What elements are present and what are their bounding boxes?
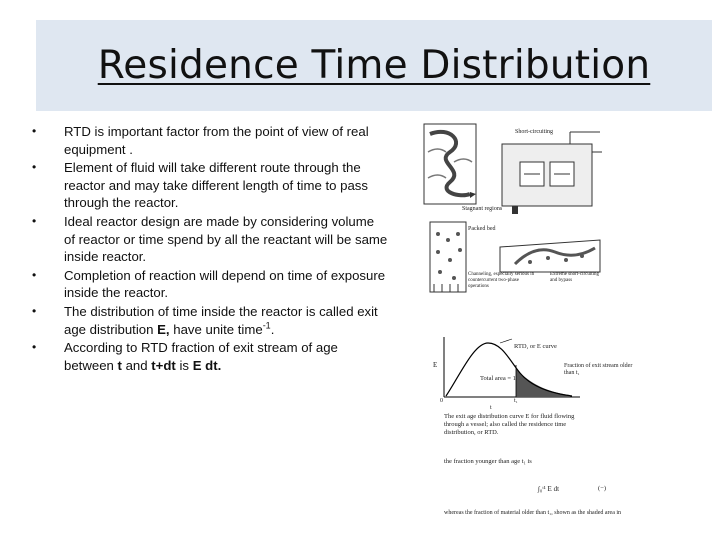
- total-area-label: Total area = 1: [480, 375, 516, 382]
- bullet-bold: E,: [157, 321, 170, 337]
- label-stagnant-regions: Stagnant regions: [462, 206, 503, 212]
- bullet-text-part: According to RTD fraction of exit stream of age between: [64, 340, 338, 373]
- x-zero-label: 0: [440, 398, 443, 404]
- label-packed-bed: Packed bed: [468, 226, 496, 232]
- bullet-marker: •: [32, 160, 37, 175]
- integral-expression: ∫₀ᵗ¹ E dt: [538, 485, 560, 493]
- bullet-marker: •: [32, 213, 37, 228]
- y-axis-label: E: [433, 361, 438, 369]
- bullet-list: [28, 123, 388, 375]
- fraction-older-text: whereas the fraction of material older than t₁, shown as the shaded area in: [444, 510, 622, 516]
- bullet-marker: •: [32, 303, 37, 318]
- x-t1-label: t₁: [514, 398, 518, 404]
- title-band: [36, 20, 712, 111]
- bullet-item: [28, 123, 388, 158]
- bullet-text-part: have unite time: [169, 321, 263, 337]
- label-short-circuiting: Short-circuiting: [515, 129, 553, 135]
- bullet-marker: •: [32, 340, 37, 355]
- slide-title: Residence Time Distribution: [97, 43, 651, 88]
- bullet-bold: t+dt: [151, 357, 176, 373]
- x-axis-label: t: [490, 405, 492, 411]
- e-curve-line: [446, 343, 572, 396]
- bullet-text: Completion of reaction will depend on time of exposure inside the reactor.: [64, 267, 386, 301]
- shaded-area: [516, 369, 570, 397]
- bullet-text: Element of fluid will take different route through the reactor and may take different length of time to pass through the reactor.: [64, 160, 368, 211]
- bullet-marker: •: [32, 267, 37, 282]
- superscript: -1: [262, 320, 271, 331]
- e-curve-figure: [430, 335, 690, 535]
- label-channeling: Channeling, especially serious in countercurrent two-phase operations: [468, 272, 535, 289]
- bullet-item: [28, 213, 388, 266]
- e-curve-plot: [430, 335, 690, 415]
- figure-caption: The exit age distribution curve E for fluid flowing through a vessel; also called the residence time distribution, or RTD.: [444, 413, 575, 436]
- bullet-item: [28, 339, 388, 374]
- bullet-text-part: .: [270, 321, 275, 337]
- bullet-text-part: and: [121, 357, 152, 373]
- label-extreme-short: Extreme short-circuiting and bypass: [550, 272, 600, 283]
- fraction-younger-text: the fraction younger than age t₁ is: [444, 458, 532, 465]
- bullet-text: RTD is important factor from the point of view of real equipment .: [64, 124, 369, 157]
- bullet-text: Ideal reactor design are made by considering volume of reactor or time spend by all the reactant will be same inside reactor.: [64, 213, 388, 265]
- bullet-item: [28, 159, 388, 212]
- bullet-bold: t: [117, 357, 122, 373]
- bullet-text-part: The distribution of time inside the reactor is called exit age distribution: [64, 303, 378, 337]
- curve-label: RTD, or E curve: [514, 343, 557, 350]
- bullet-text-part: is: [175, 357, 193, 373]
- bullet-bold: E dt.: [192, 357, 222, 373]
- equation-number: (−): [598, 485, 606, 492]
- bullet-item: [28, 267, 388, 302]
- bullet-marker: •: [32, 124, 37, 138]
- label-leader-line: [500, 339, 512, 343]
- flow-patterns-figure: [420, 122, 605, 302]
- fraction-older-label: Fraction of exit stream older than t₁: [564, 363, 633, 376]
- bullet-item: [28, 303, 388, 338]
